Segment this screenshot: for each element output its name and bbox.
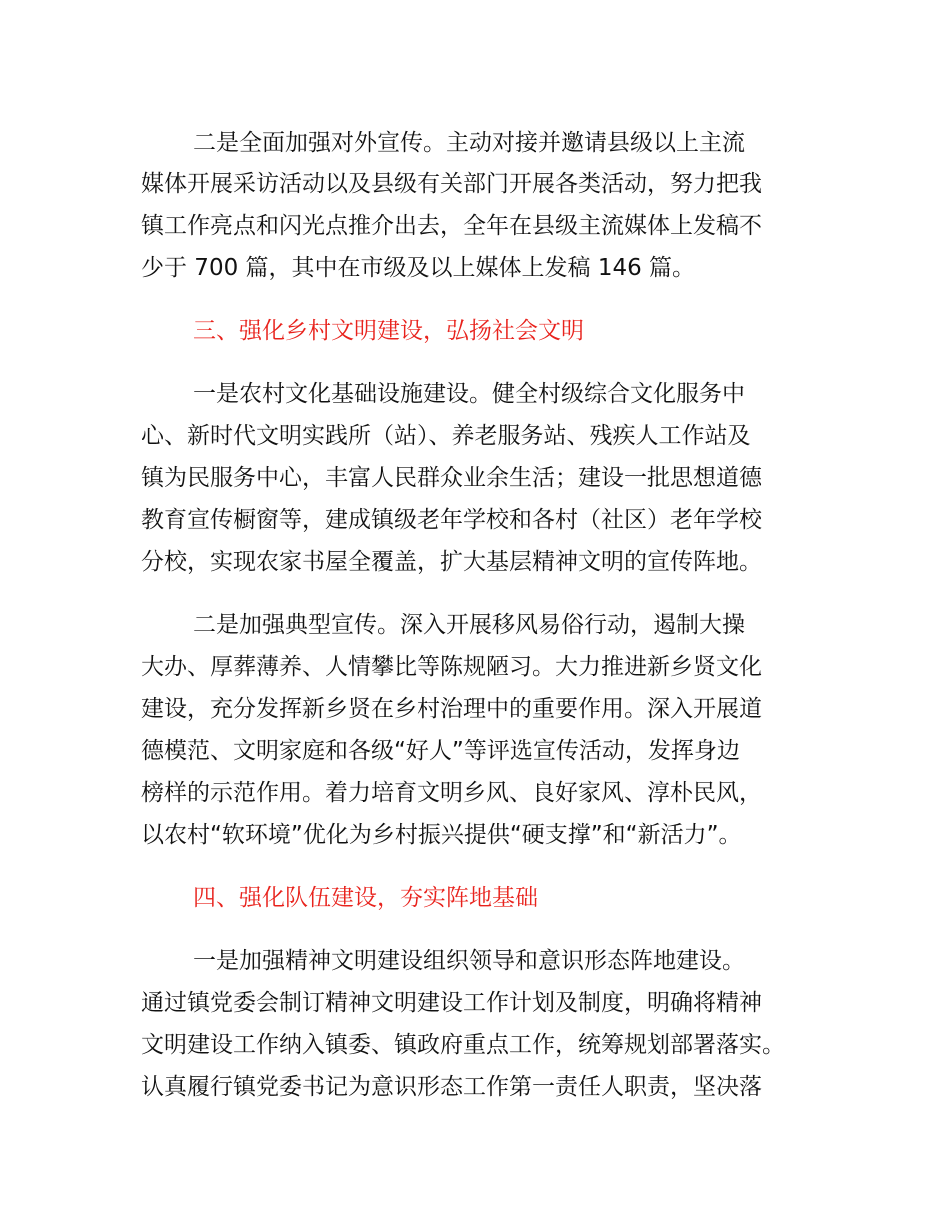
paragraph-line: 镇工作亮点和闪光点推介出去，全年在县级主流媒体上发稿不 — [141, 213, 762, 239]
paragraph-line: 通过镇党委会制订精神文明建设工作计划及制度，明确将精神 — [141, 990, 762, 1016]
section-heading: 四、强化队伍建设，夯实阵地基础 — [193, 885, 538, 911]
paragraph-line: 德模范、文明家庭和各级“好人”等评选宣传活动，发挥身边 — [141, 738, 740, 764]
paragraph-line: 镇为民服务中心，丰富人民群众业余生活；建设一批思想道德 — [141, 465, 762, 491]
paragraph-line: 心、新时代文明实践所（站）、养老服务站、残疾人工作站及 — [141, 423, 751, 449]
paragraph-line: 大办、厚葬薄养、人情攀比等陈规陋习。大力推进新乡贤文化 — [141, 654, 762, 680]
paragraph-line: 认真履行镇党委书记为意识形态工作第一责任人职责，坚决落 — [141, 1074, 762, 1100]
section-heading: 三、强化乡村文明建设，弘扬社会文明 — [193, 318, 584, 344]
paragraph-line: 分校，实现农家书屋全覆盖，扩大基层精神文明的宣传阵地。 — [141, 549, 762, 575]
paragraph-line: 以农村“软环境”优化为乡村振兴提供“硬支撑”和“新活力”。 — [141, 822, 742, 848]
paragraph-line: 少于 700 篇，其中在市级及以上媒体上发稿 146 篇。 — [141, 255, 696, 281]
paragraph-line: 建设，充分发挥新乡贤在乡村治理中的重要作用。深入开展道 — [141, 696, 762, 722]
paragraph-line: 一是农村文化基础设施建设。健全村级综合文化服务中 — [193, 381, 745, 407]
paragraph-line: 教育宣传橱窗等，建成镇级老年学校和各村（社区）老年学校 — [141, 507, 762, 533]
paragraph-line: 一是加强精神文明建设组织领导和意识形态阵地建设。 — [193, 948, 745, 974]
paragraph-line: 二是全面加强对外宣传。主动对接并邀请县级以上主流 — [193, 130, 745, 156]
paragraph-line: 文明建设工作纳入镇委、镇政府重点工作，统筹规划部署落实。 — [141, 1032, 785, 1058]
paragraph-line: 媒体开展采访活动以及县级有关部门开展各类活动，努力把我 — [141, 171, 762, 197]
paragraph-line: 二是加强典型宣传。深入开展移风易俗行动，遏制大操 — [193, 612, 745, 638]
paragraph-line: 榜样的示范作用。着力培育文明乡风、良好家风、淳朴民风， — [141, 780, 762, 806]
